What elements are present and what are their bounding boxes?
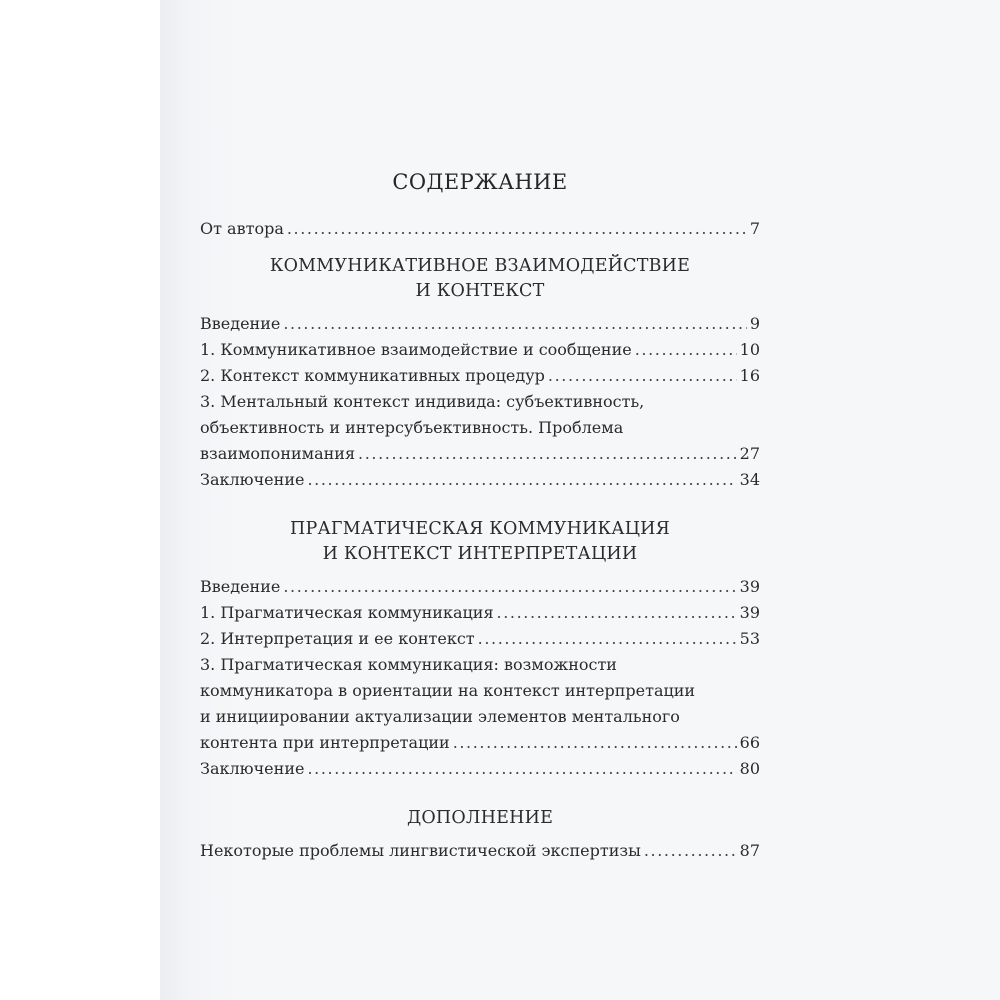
toc-entry-page: 16 <box>739 366 760 385</box>
toc-entry-part1-conclusion <box>200 467 760 493</box>
table-of-contents <box>200 170 760 864</box>
toc-entry-page: 7 <box>749 219 760 238</box>
toc-entry-part1-intro <box>200 311 760 337</box>
toc-entry-label: 1. Прагматическая коммуникация <box>200 603 494 622</box>
appendix-title: ДОПОЛНЕНИЕ <box>406 808 554 828</box>
part1-title-line2: И КОНТЕКСТ <box>415 281 545 301</box>
toc-entry-part1-ch3-line2: объективность и интерсубъективность. Проблема <box>200 418 624 437</box>
dot-leader <box>283 311 746 337</box>
toc-entry-label: 2. Интерпретация и ее контекст <box>200 629 475 648</box>
toc-entry-preface <box>200 216 760 242</box>
toc-entry-page: 34 <box>739 470 760 489</box>
dot-leader <box>548 363 737 389</box>
toc-entry-part2-ch3-line3: и инициировании актуализации элементов ментального <box>200 707 680 726</box>
toc-entry-page: 39 <box>739 603 760 622</box>
dot-leader <box>635 337 737 363</box>
toc-entry-page: 66 <box>739 733 760 752</box>
toc-entry-page: 10 <box>739 340 760 359</box>
toc-entry-page: 9 <box>749 314 760 333</box>
toc-entry-page: 53 <box>739 629 760 648</box>
toc-entry-label: Введение <box>200 314 281 333</box>
part2-title-line1: ПРАГМАТИЧЕСКАЯ КОММУНИКАЦИЯ <box>290 519 670 539</box>
dot-leader <box>478 626 737 652</box>
toc-entry-part1-ch2 <box>200 363 760 389</box>
toc-entry-label: Некоторые проблемы лингвистической экспертизы <box>200 841 641 860</box>
toc-entry-part2-ch1 <box>200 600 760 626</box>
toc-entry-label: взаимопонимания <box>200 444 356 463</box>
dot-leader <box>644 838 737 864</box>
dot-leader <box>283 574 736 600</box>
toc-title: СОДЕРЖАНИЕ <box>392 170 568 194</box>
part2-title-line2: И КОНТЕКСТ ИНТЕРПРЕТАЦИИ <box>322 544 638 564</box>
dot-leader <box>497 600 737 626</box>
dot-leader <box>453 730 737 756</box>
toc-entry-label: контента при интерпретации <box>200 733 450 752</box>
toc-entry-label: 1. Коммуникативное взаимодействие и сообщение <box>200 340 632 359</box>
toc-entry-part2-ch3-line1: 3. Прагматическая коммуникация: возможности <box>200 655 617 674</box>
toc-entry-part1-ch1 <box>200 337 760 363</box>
part1-section <box>200 254 760 493</box>
toc-entry-part1-ch3 <box>200 441 760 467</box>
toc-entry-label: Заключение <box>200 759 305 778</box>
toc-entry-part1-ch3-line1: 3. Ментальный контекст индивида: субъективность, <box>200 392 645 411</box>
toc-entry-label: Заключение <box>200 470 305 489</box>
toc-entry-page: 87 <box>739 841 760 860</box>
part2-section <box>200 517 760 782</box>
toc-entry-part2-ch2 <box>200 626 760 652</box>
toc-entry-part2-intro <box>200 574 760 600</box>
toc-entry-label: От автора <box>200 219 284 238</box>
toc-entry-label: 2. Контекст коммуникативных процедур <box>200 366 545 385</box>
toc-entry-page: 39 <box>739 577 760 596</box>
toc-entry-page: 27 <box>739 444 760 463</box>
toc-entry-page: 80 <box>739 759 760 778</box>
dot-leader <box>307 467 736 493</box>
dot-leader <box>307 756 736 782</box>
toc-entry-part2-ch3 <box>200 730 760 756</box>
dot-leader <box>358 441 737 467</box>
dot-leader <box>287 216 747 242</box>
toc-entry-appendix <box>200 838 760 864</box>
toc-entry-label: Введение <box>200 577 281 596</box>
toc-entry-part2-conclusion <box>200 756 760 782</box>
toc-entry-part2-ch3-line2: коммуникатора в ориентации на контекст интерпретации <box>200 681 696 700</box>
part1-title-line1: КОММУНИКАТИВНОЕ ВЗАИМОДЕЙСТВИЕ <box>269 256 691 276</box>
appendix-section <box>200 806 760 864</box>
